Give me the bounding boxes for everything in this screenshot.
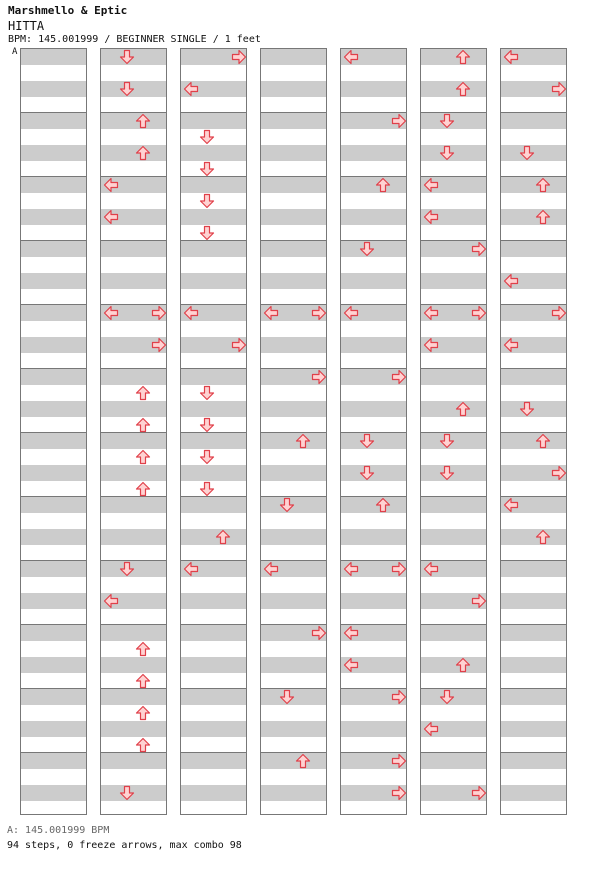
- measure-line: [181, 368, 246, 369]
- down-arrow-icon: [199, 481, 215, 497]
- beat-band: [341, 209, 406, 225]
- beat-band: [261, 241, 326, 257]
- right-arrow-icon: [151, 305, 167, 321]
- beat-band: [21, 529, 86, 545]
- down-arrow-icon: [279, 497, 295, 513]
- measure-line: [101, 496, 166, 497]
- beat-band: [261, 657, 326, 673]
- beat-band: [261, 753, 326, 769]
- down-arrow-icon: [439, 689, 455, 705]
- beat-band: [181, 241, 246, 257]
- left-arrow-icon: [503, 49, 519, 65]
- left-arrow-icon: [103, 593, 119, 609]
- beat-band: [101, 465, 166, 481]
- beat-band: [21, 657, 86, 673]
- measure-line: [101, 432, 166, 433]
- beat-band: [101, 369, 166, 385]
- beat-band: [421, 369, 486, 385]
- down-arrow-icon: [119, 49, 135, 65]
- beat-band: [101, 497, 166, 513]
- beat-band: [101, 753, 166, 769]
- beat-band: [181, 497, 246, 513]
- beat-band: [421, 401, 486, 417]
- beat-band: [421, 625, 486, 641]
- beat-band: [421, 529, 486, 545]
- beat-band: [101, 145, 166, 161]
- beat-band: [181, 177, 246, 193]
- measure-line: [501, 624, 566, 625]
- measure-line: [261, 752, 326, 753]
- measure-line: [21, 368, 86, 369]
- beat-band: [21, 561, 86, 577]
- left-arrow-icon: [343, 561, 359, 577]
- beat-band: [261, 81, 326, 97]
- beat-band: [21, 369, 86, 385]
- beat-band: [261, 337, 326, 353]
- chart-column: [100, 48, 167, 815]
- left-arrow-icon: [503, 497, 519, 513]
- beat-band: [501, 177, 566, 193]
- footer-bpm: A: 145.001999 BPM: [7, 825, 110, 836]
- beat-band: [21, 721, 86, 737]
- beat-band: [21, 145, 86, 161]
- measure-line: [101, 368, 166, 369]
- beat-band: [181, 465, 246, 481]
- left-arrow-icon: [423, 177, 439, 193]
- beat-band: [341, 593, 406, 609]
- left-arrow-icon: [423, 305, 439, 321]
- beat-band: [181, 529, 246, 545]
- beat-band: [261, 721, 326, 737]
- measure-line: [261, 176, 326, 177]
- beat-band: [341, 721, 406, 737]
- down-arrow-icon: [439, 145, 455, 161]
- chart-column: [340, 48, 407, 815]
- measure-line: [101, 624, 166, 625]
- up-arrow-icon: [455, 49, 471, 65]
- beat-band: [181, 401, 246, 417]
- beat-band: [21, 49, 86, 65]
- chart-column: [500, 48, 567, 815]
- up-arrow-icon: [135, 417, 151, 433]
- beat-band: [21, 401, 86, 417]
- right-arrow-icon: [391, 113, 407, 129]
- left-arrow-icon: [503, 273, 519, 289]
- beat-band: [181, 721, 246, 737]
- beat-band: [421, 81, 486, 97]
- beat-band: [101, 241, 166, 257]
- down-arrow-icon: [439, 113, 455, 129]
- beat-band: [261, 113, 326, 129]
- left-arrow-icon: [343, 305, 359, 321]
- left-arrow-icon: [423, 337, 439, 353]
- up-arrow-icon: [535, 433, 551, 449]
- left-arrow-icon: [343, 657, 359, 673]
- beat-band: [21, 785, 86, 801]
- up-arrow-icon: [135, 641, 151, 657]
- up-arrow-icon: [135, 113, 151, 129]
- measure-line: [341, 496, 406, 497]
- beat-band: [501, 433, 566, 449]
- beat-band: [261, 177, 326, 193]
- beat-band: [341, 145, 406, 161]
- beat-band: [101, 657, 166, 673]
- down-arrow-icon: [199, 417, 215, 433]
- beat-band: [21, 689, 86, 705]
- song-title: HITTA: [8, 19, 45, 33]
- measure-line: [21, 496, 86, 497]
- beat-band: [21, 625, 86, 641]
- beat-band: [21, 113, 86, 129]
- right-arrow-icon: [391, 785, 407, 801]
- right-arrow-icon: [391, 689, 407, 705]
- down-arrow-icon: [359, 465, 375, 481]
- down-arrow-icon: [279, 689, 295, 705]
- beat-band: [501, 529, 566, 545]
- left-arrow-icon: [103, 177, 119, 193]
- beat-band: [101, 113, 166, 129]
- beat-band: [341, 529, 406, 545]
- right-arrow-icon: [471, 305, 487, 321]
- up-arrow-icon: [135, 145, 151, 161]
- measure-line: [501, 368, 566, 369]
- right-arrow-icon: [471, 241, 487, 257]
- measure-line: [21, 432, 86, 433]
- down-arrow-icon: [199, 129, 215, 145]
- right-arrow-icon: [311, 625, 327, 641]
- left-arrow-icon: [183, 305, 199, 321]
- down-arrow-icon: [119, 561, 135, 577]
- down-arrow-icon: [199, 449, 215, 465]
- right-arrow-icon: [391, 561, 407, 577]
- measure-line: [101, 240, 166, 241]
- beat-band: [501, 241, 566, 257]
- beat-band: [501, 113, 566, 129]
- beat-band: [101, 401, 166, 417]
- beat-band: [501, 689, 566, 705]
- up-arrow-icon: [295, 753, 311, 769]
- beat-band: [101, 689, 166, 705]
- left-arrow-icon: [263, 561, 279, 577]
- beat-band: [261, 529, 326, 545]
- up-arrow-icon: [455, 657, 471, 673]
- right-arrow-icon: [311, 305, 327, 321]
- beat-band: [341, 177, 406, 193]
- measure-line: [21, 560, 86, 561]
- beat-band: [21, 305, 86, 321]
- measure-line: [421, 368, 486, 369]
- down-arrow-icon: [119, 81, 135, 97]
- left-arrow-icon: [183, 81, 199, 97]
- beat-band: [421, 753, 486, 769]
- beat-band: [181, 785, 246, 801]
- beat-band: [101, 721, 166, 737]
- beat-band: [261, 273, 326, 289]
- beat-band: [341, 337, 406, 353]
- beat-band: [21, 753, 86, 769]
- measure-line: [501, 752, 566, 753]
- measure-line: [501, 240, 566, 241]
- measure-line: [501, 112, 566, 113]
- up-arrow-icon: [375, 497, 391, 513]
- up-arrow-icon: [535, 177, 551, 193]
- beat-band: [181, 657, 246, 673]
- beat-band: [181, 625, 246, 641]
- beat-band: [21, 273, 86, 289]
- beat-band: [501, 657, 566, 673]
- beat-band: [261, 401, 326, 417]
- measure-line: [421, 496, 486, 497]
- beat-band: [421, 49, 486, 65]
- up-arrow-icon: [135, 449, 151, 465]
- down-arrow-icon: [359, 241, 375, 257]
- beat-band: [421, 497, 486, 513]
- measure-line: [501, 432, 566, 433]
- right-arrow-icon: [391, 753, 407, 769]
- right-arrow-icon: [471, 785, 487, 801]
- measure-line: [21, 240, 86, 241]
- beat-band: [261, 465, 326, 481]
- left-arrow-icon: [103, 305, 119, 321]
- beat-band: [21, 241, 86, 257]
- up-arrow-icon: [455, 401, 471, 417]
- beat-band: [261, 785, 326, 801]
- down-arrow-icon: [119, 785, 135, 801]
- left-arrow-icon: [183, 561, 199, 577]
- down-arrow-icon: [359, 433, 375, 449]
- beat-band: [181, 689, 246, 705]
- down-arrow-icon: [199, 225, 215, 241]
- chart-column: [260, 48, 327, 815]
- beat-band: [21, 497, 86, 513]
- beat-band: [181, 209, 246, 225]
- measure-line: [21, 304, 86, 305]
- beat-band: [261, 49, 326, 65]
- measure-line: [181, 688, 246, 689]
- up-arrow-icon: [455, 81, 471, 97]
- beat-band: [501, 369, 566, 385]
- beat-band: [341, 497, 406, 513]
- left-arrow-icon: [343, 49, 359, 65]
- beat-band: [421, 657, 486, 673]
- left-arrow-icon: [103, 209, 119, 225]
- beat-band: [181, 593, 246, 609]
- song-artist: Marshmello & Eptic: [8, 4, 128, 17]
- measure-line: [21, 624, 86, 625]
- measure-line: [21, 752, 86, 753]
- beat-band: [101, 625, 166, 641]
- right-arrow-icon: [551, 305, 567, 321]
- right-arrow-icon: [391, 369, 407, 385]
- beat-band: [341, 81, 406, 97]
- measure-line: [21, 112, 86, 113]
- bpm-marker-label: A: [12, 47, 18, 57]
- beat-band: [501, 209, 566, 225]
- beat-band: [261, 593, 326, 609]
- beat-band: [341, 401, 406, 417]
- beat-band: [181, 433, 246, 449]
- beat-band: [341, 273, 406, 289]
- right-arrow-icon: [311, 369, 327, 385]
- beat-band: [501, 721, 566, 737]
- chart-info: BPM: 145.001999 / BEGINNER SINGLE / 1 feet: [8, 34, 261, 45]
- measure-line: [501, 560, 566, 561]
- measure-line: [261, 240, 326, 241]
- beat-band: [501, 785, 566, 801]
- beat-band: [181, 369, 246, 385]
- beat-band: [21, 465, 86, 481]
- right-arrow-icon: [231, 337, 247, 353]
- left-arrow-icon: [263, 305, 279, 321]
- measure-line: [501, 688, 566, 689]
- measure-line: [21, 688, 86, 689]
- beat-band: [101, 433, 166, 449]
- measure-line: [261, 112, 326, 113]
- measure-line: [101, 752, 166, 753]
- chart-column: [420, 48, 487, 815]
- up-arrow-icon: [535, 529, 551, 545]
- up-arrow-icon: [135, 737, 151, 753]
- down-arrow-icon: [199, 161, 215, 177]
- measure-line: [421, 624, 486, 625]
- up-arrow-icon: [135, 385, 151, 401]
- up-arrow-icon: [215, 529, 231, 545]
- beat-band: [21, 209, 86, 225]
- beat-band: [501, 753, 566, 769]
- footer-stats: 94 steps, 0 freeze arrows, max combo 98: [7, 840, 242, 851]
- down-arrow-icon: [439, 465, 455, 481]
- measure-line: [101, 112, 166, 113]
- beat-band: [21, 337, 86, 353]
- up-arrow-icon: [375, 177, 391, 193]
- beat-band: [21, 593, 86, 609]
- down-arrow-icon: [199, 193, 215, 209]
- beat-band: [501, 593, 566, 609]
- measure-line: [421, 752, 486, 753]
- down-arrow-icon: [199, 385, 215, 401]
- beat-band: [181, 273, 246, 289]
- beat-band: [261, 209, 326, 225]
- beat-band: [21, 81, 86, 97]
- right-arrow-icon: [151, 337, 167, 353]
- beat-band: [421, 273, 486, 289]
- beat-band: [181, 753, 246, 769]
- left-arrow-icon: [343, 625, 359, 641]
- left-arrow-icon: [423, 561, 439, 577]
- beat-band: [261, 433, 326, 449]
- measure-line: [341, 176, 406, 177]
- up-arrow-icon: [135, 705, 151, 721]
- beat-band: [181, 113, 246, 129]
- measure-line: [181, 112, 246, 113]
- right-arrow-icon: [551, 465, 567, 481]
- right-arrow-icon: [471, 593, 487, 609]
- beat-band: [101, 273, 166, 289]
- right-arrow-icon: [551, 81, 567, 97]
- beat-band: [501, 625, 566, 641]
- left-arrow-icon: [423, 209, 439, 225]
- measure-line: [21, 176, 86, 177]
- measure-line: [181, 752, 246, 753]
- beat-band: [21, 177, 86, 193]
- down-arrow-icon: [519, 401, 535, 417]
- beat-band: [21, 433, 86, 449]
- beat-band: [261, 145, 326, 161]
- up-arrow-icon: [535, 209, 551, 225]
- chart-column: [20, 48, 87, 815]
- up-arrow-icon: [295, 433, 311, 449]
- measure-line: [261, 432, 326, 433]
- measure-line: [181, 624, 246, 625]
- right-arrow-icon: [231, 49, 247, 65]
- beat-band: [101, 529, 166, 545]
- chart-column: [180, 48, 247, 815]
- beat-band: [181, 145, 246, 161]
- left-arrow-icon: [503, 337, 519, 353]
- beat-band: [501, 561, 566, 577]
- down-arrow-icon: [519, 145, 535, 161]
- up-arrow-icon: [135, 481, 151, 497]
- measure-line: [101, 688, 166, 689]
- measure-line: [501, 176, 566, 177]
- up-arrow-icon: [135, 673, 151, 689]
- down-arrow-icon: [439, 433, 455, 449]
- left-arrow-icon: [423, 721, 439, 737]
